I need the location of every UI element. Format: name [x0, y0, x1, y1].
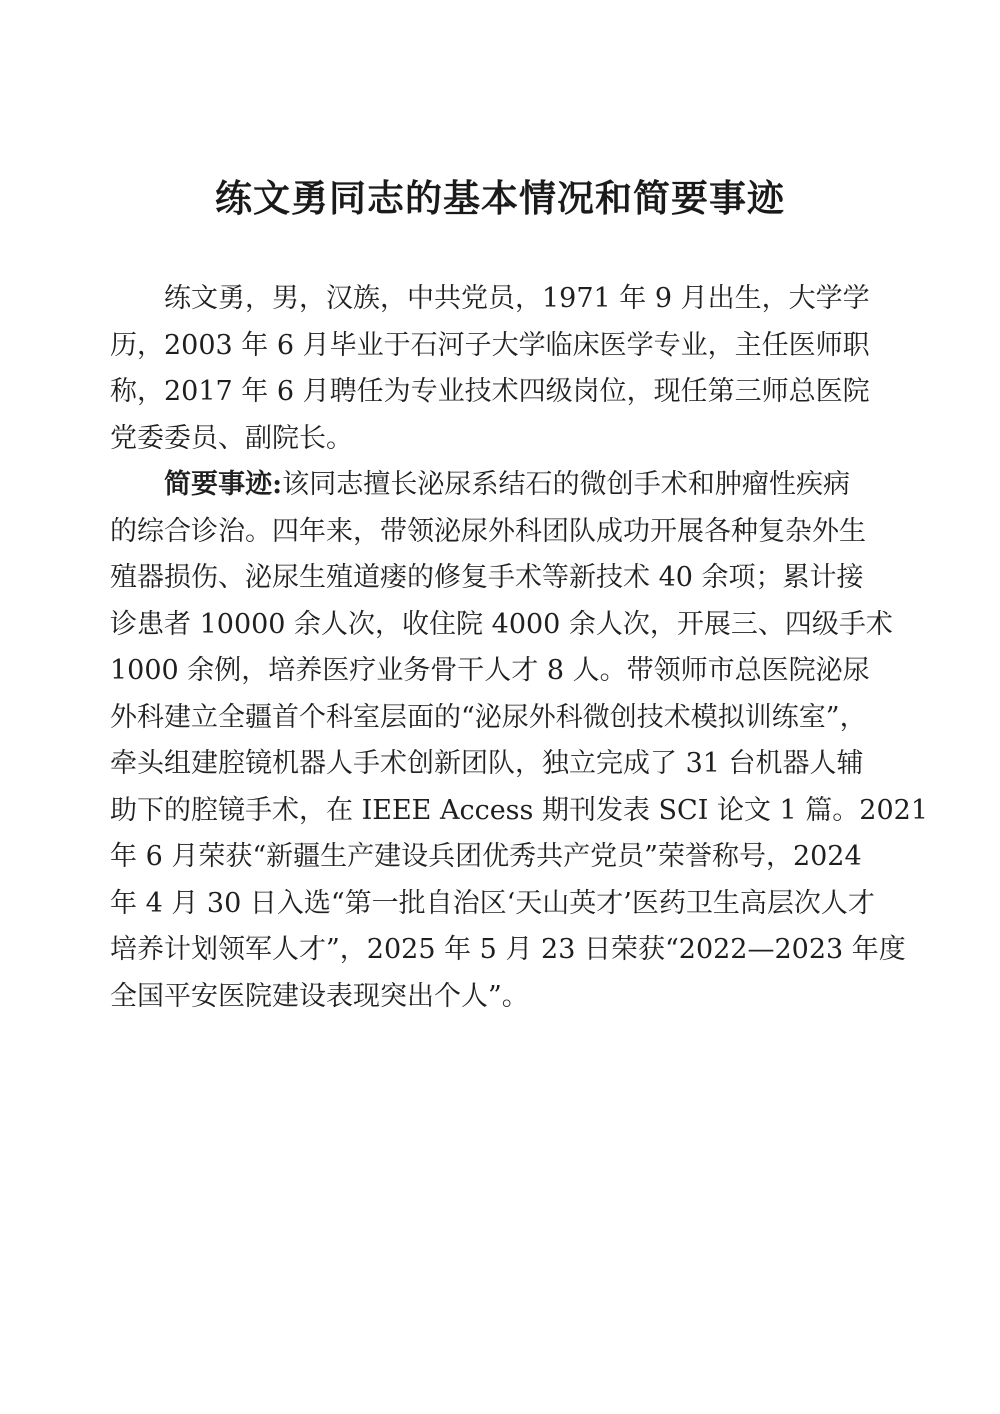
body-line: 年 6 月荣获“新疆生产建设兵团优秀共产党员”荣誉称号，2024: [110, 841, 862, 872]
deeds-first-line-text: 该同志擅长泌尿系结石的微创手术和肿瘤性疾病: [282, 469, 851, 500]
body-line: 殖器损伤、泌尿生殖道瘘的修复手术等新技术 40 余项；累计接: [110, 562, 864, 593]
body-line: 牵头组建腔镜机器人手术创新团队，独立完成了 31 台机器人辅: [110, 748, 864, 779]
body-line: 诊患者 10000 余人次，收住院 4000 余人次，开展三、四级手术: [110, 608, 893, 640]
body-line: 外科建立全疆首个科室层面的“泌尿外科微创技术模拟训练室”，: [110, 701, 867, 733]
document-body: [110, 276, 929, 1020]
document-title: 练文勇同志的基本情况和简要事迹: [215, 176, 785, 220]
body-line: 称，2017 年 6 月聘任为专业技术四级岗位，现任第三师总医院: [110, 376, 870, 407]
body-line: 培养计划领军人才”，2025 年 5 月 23 日荣获“2022—2023 年度: [110, 934, 906, 965]
body-line: 历，2003 年 6 月毕业于石河子大学临床医学专业，主任医师职: [110, 329, 870, 361]
body-line: 练文勇，男，汉族，中共党员，1971 年 9 月出生，大学学: [164, 283, 870, 314]
body-line: 党委委员、副院长。: [110, 422, 353, 454]
deeds-label: 简要事迹:: [164, 469, 283, 500]
body-line: 全国平安医院建设表现突出个人”。: [110, 980, 529, 1012]
body-line: 助下的腔镜手术，在 IEEE Access 期刊发表 SCI 论文 1 篇。2021: [110, 794, 929, 826]
body-line: 1000 余例，培养医疗业务骨干人才 8 人。带领师市总医院泌尿: [110, 655, 870, 686]
body-line: [164, 462, 850, 509]
body-line: 的综合诊治。四年来，带领泌尿外科团队成功开展各种复杂外生: [110, 515, 866, 547]
body-line: 年 4 月 30 日入选“第一批自治区‘天山英才’医药卫生高层次人才: [110, 887, 875, 919]
